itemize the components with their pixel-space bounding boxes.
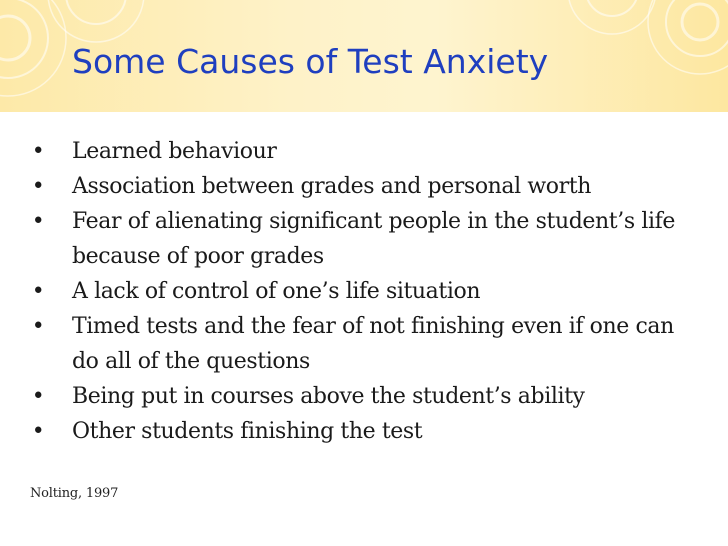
bullet-text: Other students finishing the test (72, 419, 423, 444)
bullet-item (28, 204, 688, 274)
bullet-item (28, 169, 688, 204)
bullet-text: Association between grades and personal worth (72, 174, 591, 199)
bullet-item (28, 379, 688, 414)
header-band (0, 0, 728, 112)
bullet-marker: • (31, 419, 45, 444)
bullet-marker: • (31, 384, 45, 409)
bullet-item (28, 309, 688, 379)
bullet-marker: • (31, 139, 45, 164)
bullet-marker: • (31, 174, 45, 199)
source-citation: Nolting, 1997 (30, 486, 119, 501)
bullet-item (28, 274, 688, 309)
bullet-list (28, 134, 688, 449)
bullet-text: A lack of control of one’s life situation (72, 279, 481, 304)
bullet-item (28, 414, 688, 449)
bullet-text: Learned behaviour (72, 139, 277, 164)
bullet-marker: • (31, 209, 45, 234)
bullet-text: Timed tests and the fear of not finishing even if one can do all of the questions (72, 314, 674, 374)
bullet-marker: • (31, 314, 45, 339)
bullet-text: Fear of alienating significant people in the student’s life because of poor grades (72, 209, 675, 269)
bullet-marker: • (31, 279, 45, 304)
bullet-text: Being put in courses above the student’s ability (72, 384, 585, 409)
bullet-item (28, 134, 688, 169)
slide-title: Some Causes of Test Anxiety (72, 42, 549, 81)
